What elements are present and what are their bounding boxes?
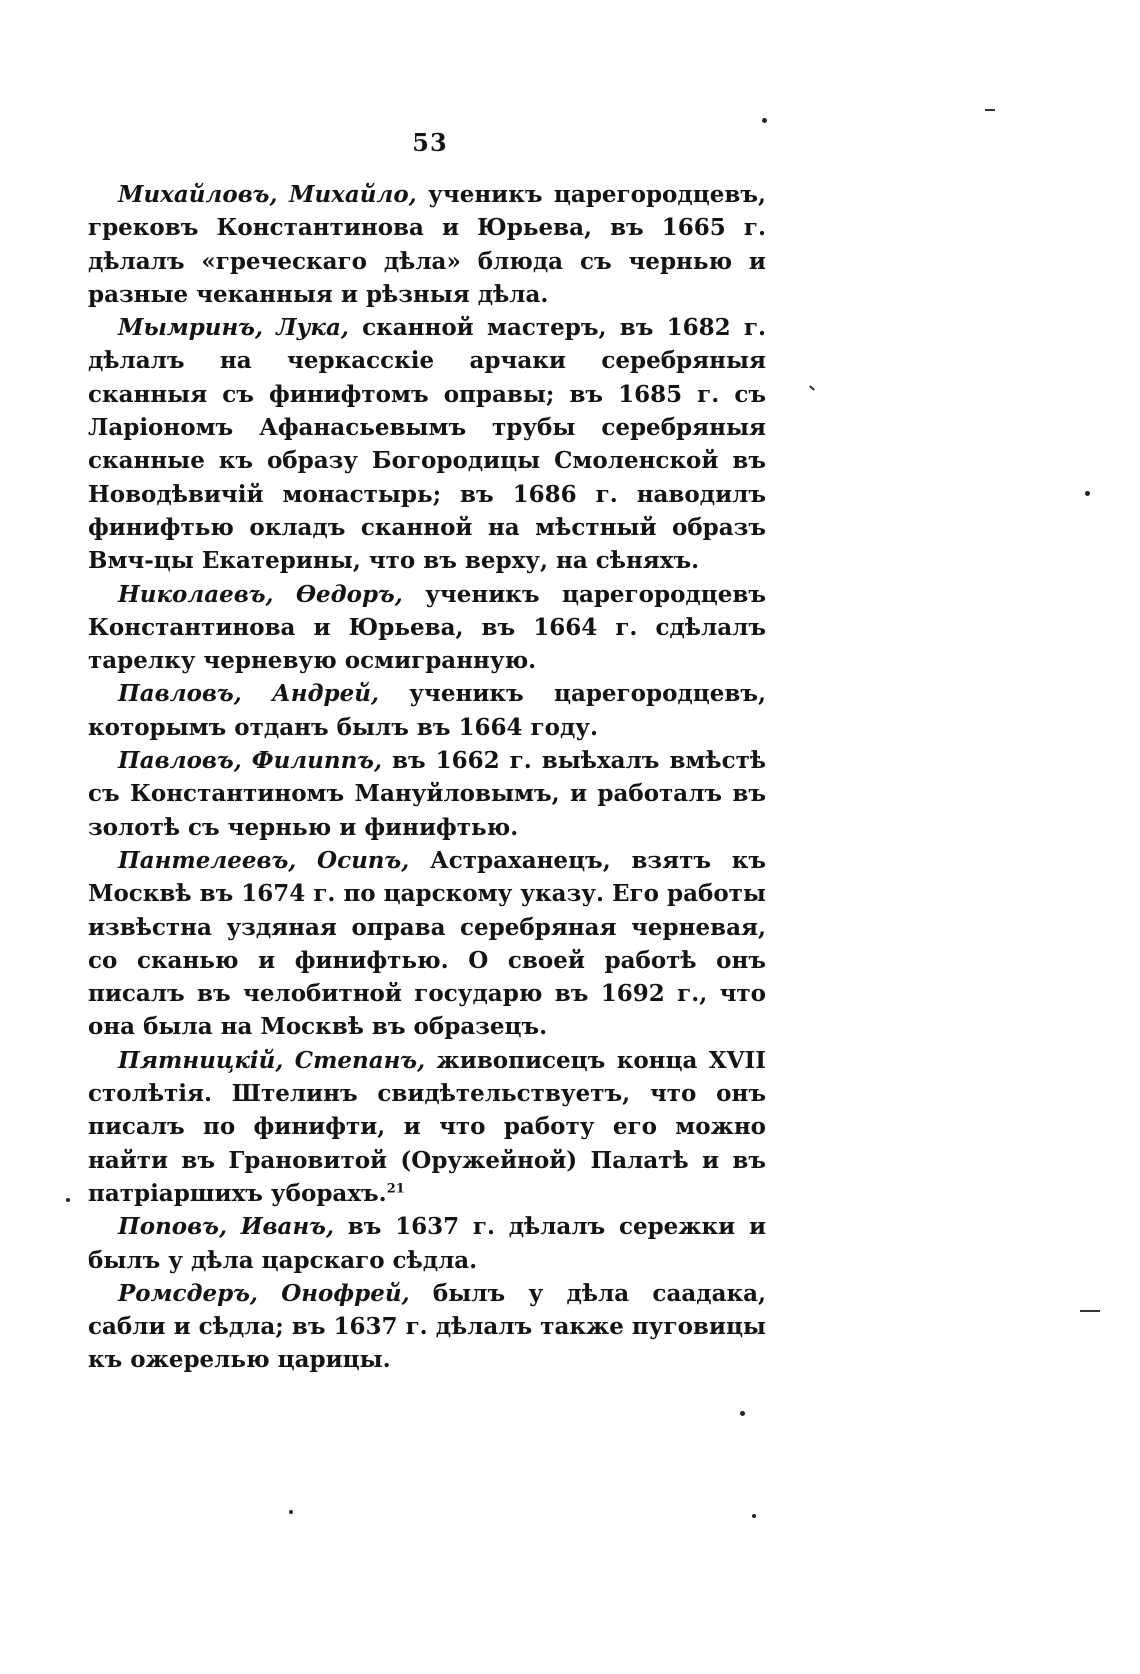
entry-pavlov-filipp bbox=[88, 744, 766, 844]
scan-speck bbox=[762, 118, 767, 123]
scan-speck bbox=[809, 385, 815, 390]
entry-name: Поповъ, Иванъ, bbox=[118, 1213, 334, 1241]
entry-name: Михайловъ, Михайло, bbox=[118, 181, 417, 208]
entry-name: Мымринъ, Лука, bbox=[118, 314, 349, 342]
entry-name: Николаевъ, Ѳедоръ, bbox=[118, 580, 403, 608]
entry-text: въ 1637 г. дѣлалъ сережки и былъ у дѣла царскаго сѣдла. bbox=[88, 1213, 766, 1274]
entry-panteleev bbox=[88, 844, 766, 1044]
entry-text: ученикъ царегородцевъ, которымъ отданъ былъ въ 1664 году. bbox=[88, 680, 766, 741]
entry-nikolaev bbox=[88, 578, 766, 678]
entry-name: Пятницкій, Степанъ, bbox=[118, 1046, 426, 1074]
entry-pavlov-andrei bbox=[88, 677, 766, 744]
scan-speck bbox=[289, 1510, 293, 1514]
text-body bbox=[88, 178, 766, 1377]
scan-speck bbox=[1085, 491, 1090, 496]
scan-speck bbox=[752, 1514, 756, 1518]
entry-popov bbox=[88, 1210, 766, 1277]
footnote-mark: 21 bbox=[386, 1181, 405, 1197]
entry-text: сканной мастеръ, въ 1682 г. дѣлалъ на черкасскіе арчаки серебряныя сканныя съ финифтомъ оправы; въ 1685 г. съ Ларіономъ Афанасьевымъ трубы серебряныя сканные къ образу Богородицы Смоленской въ Новодѣвичій монастырь; въ 1686 г. наводилъ финифтью окладъ сканной на мѣстный образъ Вмч-цы Екатерины, что въ верху, на сѣняхъ. bbox=[88, 314, 767, 575]
scan-speck bbox=[740, 1411, 745, 1416]
entry-mikhailov bbox=[88, 178, 766, 311]
entry-name: Пантелеевъ, Осипъ, bbox=[118, 846, 410, 874]
entry-text: въ 1662 г. выѣхалъ вмѣстѣ съ Константиномъ Мануйловымъ, и работалъ въ золотѣ съ чернью и финифтью. bbox=[88, 747, 766, 841]
entry-text: былъ у дѣла саадака, сабли и сѣдла; въ 1637 г. дѣлалъ также пуговицы къ ожерелью царицы. bbox=[88, 1279, 766, 1374]
entry-mymrin bbox=[88, 311, 766, 577]
scan-speck bbox=[1080, 1310, 1100, 1312]
entry-text: живописецъ конца XVII столѣтія. Штелинъ свидѣтельствуетъ, что онъ писалъ по финифти, и что работу его можно найти въ Грановитой (Оружейной) Палатѣ и въ патріаршихъ уборахъ. bbox=[88, 1046, 766, 1207]
entry-pyatnitsky bbox=[88, 1044, 766, 1210]
entry-romsder bbox=[88, 1277, 766, 1377]
entry-text: Астраханецъ, взятъ къ Москвѣ въ 1674 г. по царскому указу. Его работы извѣстна уздяная оправа серебряная черневая, со сканью и финифтью. О своей работѣ онъ писалъ въ челобитной государю въ 1692 г., что она была на Москвѣ въ образецъ. bbox=[88, 846, 766, 1041]
entry-text: ученикъ царегородцевъ Константинова и Юрьева, въ 1664 г. сдѣлалъ тарелку черневую осмигранную. bbox=[88, 580, 766, 675]
entry-name: Павловъ, Филиппъ, bbox=[118, 747, 383, 775]
scan-speck bbox=[985, 109, 995, 111]
entry-name: Ромсдеръ, Онофрей, bbox=[118, 1279, 410, 1307]
entry-text: ученикъ царегородцевъ, грековъ Константинова и Юрьева, въ 1665 г. дѣлалъ «греческаго дѣла» блюда съ чернью и разные чеканныя и рѣзныя дѣла. bbox=[88, 181, 766, 308]
entry-name: Павловъ, Андрей, bbox=[118, 680, 379, 708]
scan-speck bbox=[66, 1198, 70, 1202]
page-number: 53 bbox=[412, 128, 448, 157]
